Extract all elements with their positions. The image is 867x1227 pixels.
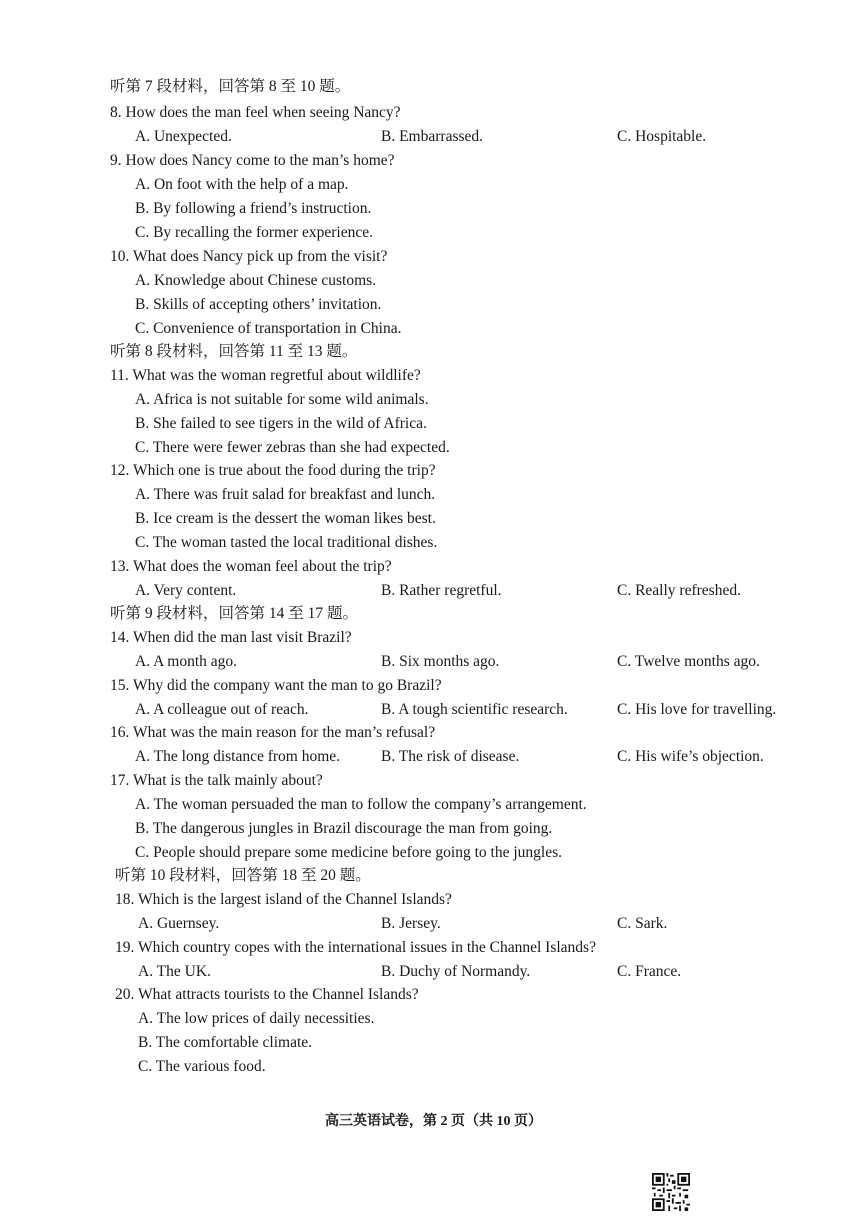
option-19b: B. Duchy of Normandy. [381,963,531,980]
option-11c: C. There were fewer zebras than she had expected. [135,439,450,456]
option-16a: A. The long distance from home. [135,748,341,765]
question-18: 18. Which is the largest island of the Channel Islands? [115,891,452,908]
question-13: 13. What does the woman feel about the trip? [110,558,392,575]
option-16c: C. His wife’s objection. [617,748,764,765]
question-9: 9. How does Nancy come to the man’s home? [110,152,395,169]
option-20a: A. The low prices of daily necessities. [138,1010,375,1027]
option-16b: B. The risk of disease. [381,748,520,765]
question-8: 8. How does the man feel when seeing Nancy? [110,104,401,121]
option-13b: B. Rather regretful. [381,582,502,599]
option-20b: B. The comfortable climate. [138,1034,313,1051]
option-19a: A. The UK. [138,963,211,980]
option-18c: C. Sark. [617,915,668,932]
option-12b: B. Ice cream is the dessert the woman likes best. [135,510,436,527]
option-12c: C. The woman tasted the local traditional dishes. [135,534,438,551]
question-17: 17. What is the talk mainly about? [110,772,323,789]
option-20c: C. The various food. [138,1058,266,1075]
question-19: 19. Which country copes with the international issues in the Channel Islands? [115,939,596,956]
question-10: 10. What does Nancy pick up from the visit? [110,248,388,265]
option-9a: A. On foot with the help of a map. [135,176,349,193]
option-10a: A. Knowledge about Chinese customs. [135,272,377,289]
qr-code-icon [652,1173,690,1211]
option-11a: A. Africa is not suitable for some wild animals. [135,391,429,408]
option-13a: A. Very content. [135,582,237,599]
option-17c: C. People should prepare some medicine before going to the jungles. [135,844,563,861]
option-15a: A. A colleague out of reach. [135,701,309,718]
option-14a: A. A month ago. [135,653,238,670]
page-footer: 高三英语试卷，第 2 页（共 10 页） [325,1114,542,1129]
option-14c: C. Twelve months ago. [617,653,760,670]
option-18b: B. Jersey. [381,915,441,932]
question-20: 20. What attracts tourists to the Channel Islands? [115,986,419,1003]
section-heading: 听第 8 段材料，回答第 11 至 13 题。 [110,343,358,360]
question-14: 14. When did the man last visit Brazil? [110,629,352,646]
option-11b: B. She failed to see tigers in the wild of Africa. [135,415,427,432]
section-heading: 听第 10 段材料，回答第 18 至 20 题。 [115,867,371,884]
section-heading: 听第 7 段材料，回答第 8 至 10 题。 [110,78,351,95]
question-15: 15. Why did the company want the man to go Brazil? [110,677,442,694]
option-8a: A. Unexpected. [135,128,232,145]
option-14b: B. Six months ago. [381,653,500,670]
question-12: 12. Which one is true about the food during the trip? [110,462,436,479]
option-17a: A. The woman persuaded the man to follow the company’s arrangement. [135,796,587,813]
option-8b: B. Embarrassed. [381,128,484,145]
question-16: 16. What was the main reason for the man’s refusal? [110,724,436,741]
option-8c: C. Hospitable. [617,128,707,145]
question-11: 11. What was the woman regretful about wildlife? [110,367,421,384]
option-10c: C. Convenience of transportation in China. [135,320,402,337]
option-12a: A. There was fruit salad for breakfast and lunch. [135,486,436,503]
option-17b: B. The dangerous jungles in Brazil discourage the man from going. [135,820,553,837]
option-10b: B. Skills of accepting others’ invitation. [135,296,382,313]
option-18a: A. Guernsey. [138,915,220,932]
option-15b: B. A tough scientific research. [381,701,568,718]
option-19c: C. France. [617,963,682,980]
option-9c: C. By recalling the former experience. [135,224,373,241]
option-15c: C. His love for travelling. [617,701,777,718]
option-9b: B. By following a friend’s instruction. [135,200,372,217]
option-13c: C. Really refreshed. [617,582,741,599]
section-heading: 听第 9 段材料，回答第 14 至 17 题。 [110,605,359,622]
